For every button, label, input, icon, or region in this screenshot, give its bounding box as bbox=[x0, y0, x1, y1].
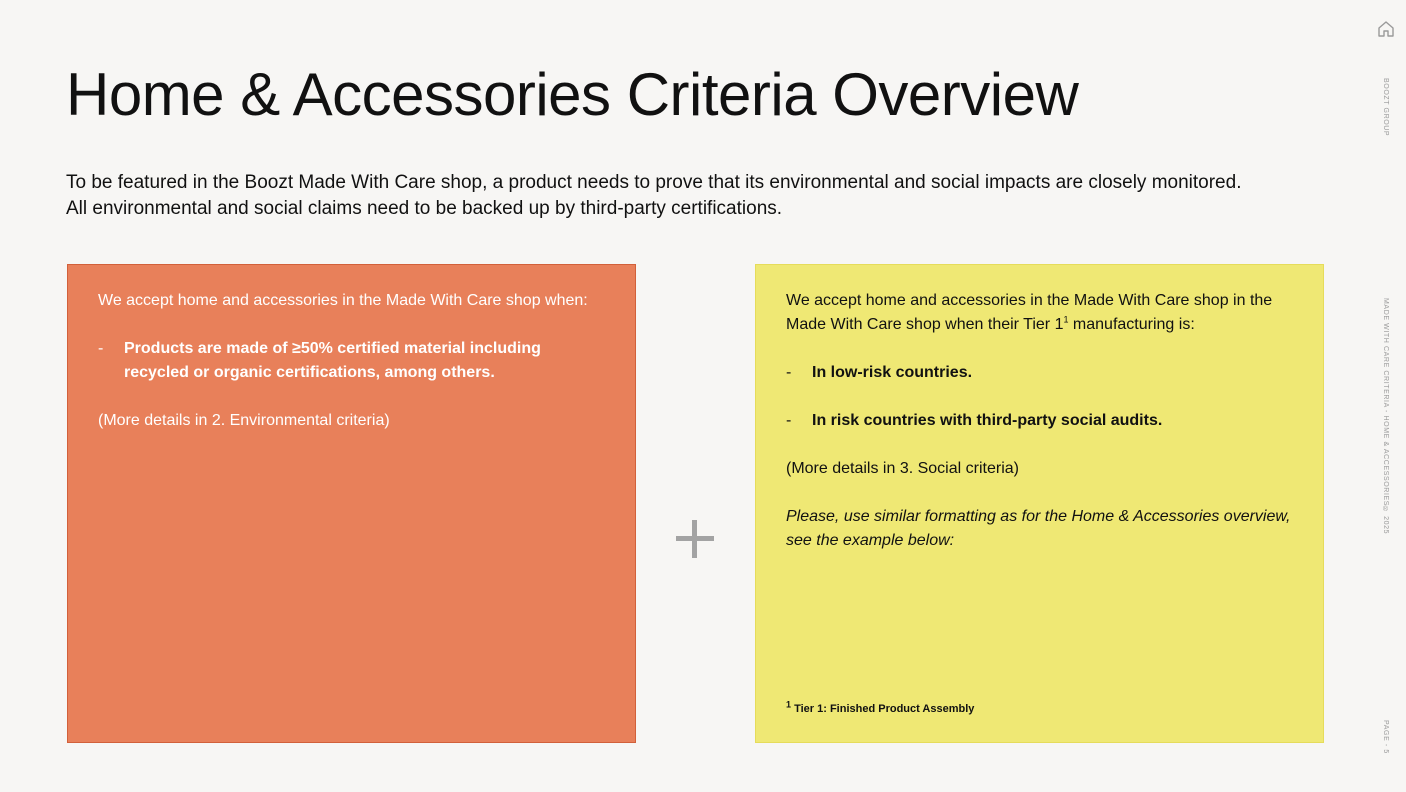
bullet-dash: - bbox=[786, 364, 792, 381]
right-card-heading bbox=[786, 289, 1293, 337]
environmental-criteria-card bbox=[67, 264, 636, 743]
plus-icon bbox=[676, 520, 714, 558]
right-card-heading-part1: We accept home and accessories in the Made With Care shop in the Made With Care shop when their Tier 1 bbox=[786, 292, 1273, 333]
sidebar-page-number: PAGE - 5 bbox=[1382, 720, 1389, 754]
sidebar-document-title: MADE WITH CARE CRITERIA - HOME & ACCESSORIES® 2025 bbox=[1382, 298, 1389, 535]
right-card-heading-part2: manufacturing is: bbox=[1068, 316, 1195, 333]
left-card-bullet-text: Products are made of ≥50% certified material including recycled or organic certifications, among others. bbox=[124, 340, 541, 381]
tier-superscript: 1 bbox=[1063, 314, 1069, 325]
bullet-dash: - bbox=[98, 340, 104, 357]
right-card-bullet-1 bbox=[786, 361, 1293, 385]
left-card-heading: We accept home and accessories in the Made With Care shop when: bbox=[98, 292, 588, 309]
right-card-bullet-2 bbox=[786, 409, 1293, 433]
intro-text: To be featured in the Boozt Made With Care shop, a product needs to prove that its environmental and social impacts are closely monitored. All environmental and social claims need to be backed up by third-party certifications. bbox=[66, 172, 1242, 219]
footnote-superscript: 1 bbox=[786, 699, 792, 710]
sidebar-brand: BOOZT GROUP bbox=[1382, 78, 1389, 137]
social-criteria-card bbox=[755, 264, 1324, 743]
footnote bbox=[786, 699, 975, 716]
page-title: Home & Accessories Criteria Overview bbox=[66, 61, 1079, 128]
home-icon[interactable] bbox=[1376, 19, 1396, 39]
right-card-bullet-2-text: In risk countries with third-party social audits. bbox=[812, 412, 1163, 429]
left-card-bullet bbox=[98, 337, 605, 385]
footnote-text: Tier 1: Finished Product Assembly bbox=[794, 703, 975, 715]
right-card-note: Please, use similar formatting as for the Home & Accessories overview, see the example below: bbox=[786, 508, 1291, 549]
right-card-bullet-1-text: In low-risk countries. bbox=[812, 364, 973, 381]
left-card-more-details: (More details in 2. Environmental criteria) bbox=[98, 412, 390, 429]
right-card-more-details: (More details in 3. Social criteria) bbox=[786, 460, 1019, 477]
bullet-dash: - bbox=[786, 412, 792, 429]
